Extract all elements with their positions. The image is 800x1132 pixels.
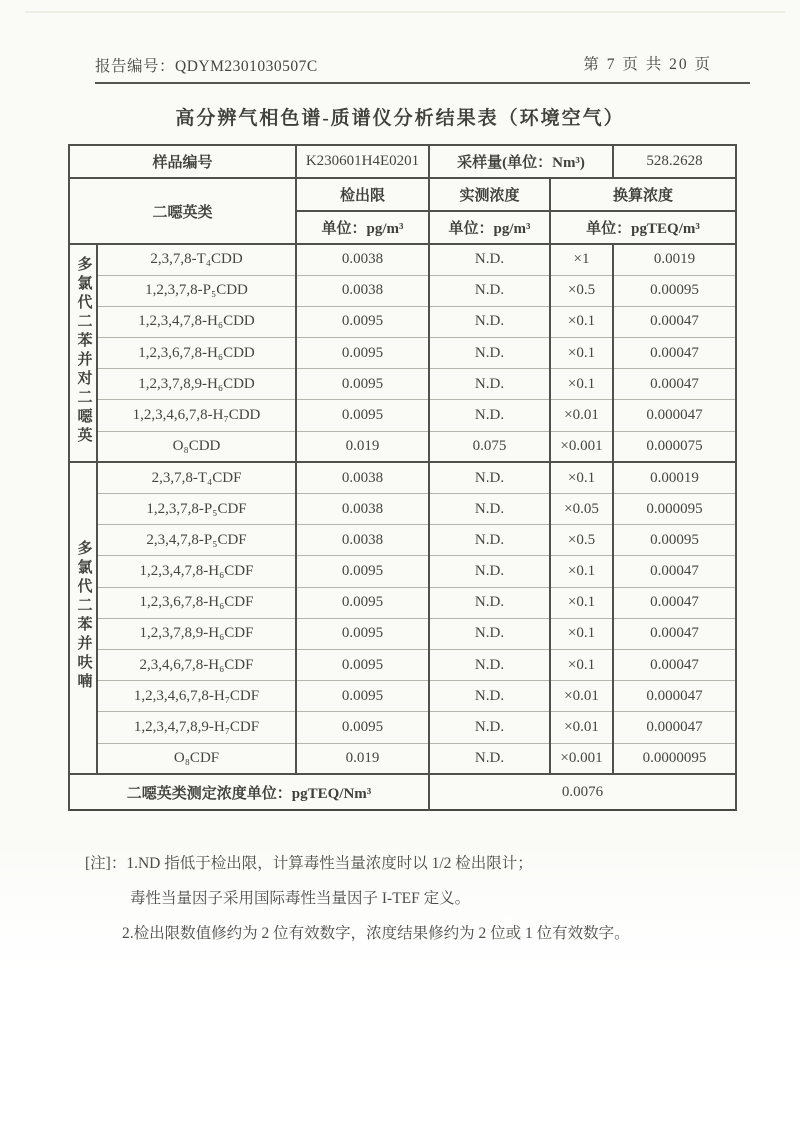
- tef-factor: ×0.1: [550, 462, 613, 493]
- compound-name: 1,2,3,7,8-P₅CDD: [97, 275, 296, 306]
- lod-value: 0.0038: [296, 275, 429, 306]
- sample-volume-label: 采样量(单位：Nm³): [429, 145, 613, 178]
- footnotes: [85, 846, 725, 951]
- teq-value: 0.0019: [613, 244, 736, 275]
- tef-factor: ×0.001: [550, 431, 613, 462]
- measured-value: N.D.: [429, 556, 550, 587]
- table-row: [69, 462, 736, 493]
- page-title: 高分辨气相色谱-质谱仪分析结果表（环境空气）: [175, 108, 625, 129]
- tef-factor: ×0.1: [550, 556, 613, 587]
- measured-value: N.D.: [429, 494, 550, 525]
- teq-value: 0.00019: [613, 462, 736, 493]
- lod-value: 0.0095: [296, 587, 429, 618]
- compound-name: 1,2,3,4,6,7,8-H₇CDD: [97, 400, 296, 431]
- lod-value: 0.0095: [296, 400, 429, 431]
- compound-name: 1,2,3,4,7,8-H₆CDD: [97, 306, 296, 337]
- table-row: [69, 244, 736, 275]
- page-indicator: 第 7 页 共 20 页: [583, 56, 712, 73]
- teq-value: 0.000047: [613, 681, 736, 712]
- table-row: [69, 743, 736, 774]
- teq-value: 0.00095: [613, 525, 736, 556]
- tef-factor: ×0.01: [550, 681, 613, 712]
- footnote-line: [注]：1.ND 指低于检出限，计算毒性当量浓度时以 1/2 检出限计；: [85, 855, 533, 872]
- tef-factor: ×0.1: [550, 649, 613, 680]
- lod-value: 0.0095: [296, 338, 429, 369]
- lod-value: 0.0095: [296, 369, 429, 400]
- teq-value: 0.000095: [613, 494, 736, 525]
- tef-factor: ×0.1: [550, 587, 613, 618]
- compound-name: 1,2,3,7,8,9-H₆CDF: [97, 618, 296, 649]
- teq-value: 0.00095: [613, 275, 736, 306]
- table-row: [69, 649, 736, 680]
- table-row: [69, 400, 736, 431]
- compound-name: 2,3,7,8-T₄CDF: [97, 462, 296, 493]
- compound-name: 1,2,3,6,7,8-H₆CDF: [97, 587, 296, 618]
- measured-value: N.D.: [429, 618, 550, 649]
- tef-factor: ×0.001: [550, 743, 613, 774]
- teq-value: 0.00047: [613, 306, 736, 337]
- lod-value: 0.0095: [296, 556, 429, 587]
- measured-value: N.D.: [429, 525, 550, 556]
- converted-unit-header: 单位：pgTEQ/m³: [550, 211, 736, 244]
- tef-factor: ×0.1: [550, 338, 613, 369]
- table-row: [69, 306, 736, 337]
- teq-value: 0.000047: [613, 400, 736, 431]
- column-header-row: [69, 178, 736, 211]
- lod-value: 0.019: [296, 743, 429, 774]
- measured-value: N.D.: [429, 244, 550, 275]
- table-row: [69, 556, 736, 587]
- compound-name: 2,3,4,7,8-P₅CDF: [97, 525, 296, 556]
- tef-factor: ×0.01: [550, 400, 613, 431]
- measured-value: N.D.: [429, 681, 550, 712]
- lod-value: 0.0038: [296, 244, 429, 275]
- group-label-cell: [69, 244, 97, 462]
- teq-value: 0.00047: [613, 556, 736, 587]
- compound-name: 1,2,3,4,6,7,8-H₇CDF: [97, 681, 296, 712]
- lod-value: 0.0038: [296, 494, 429, 525]
- sample-volume-value: 528.2628: [613, 145, 736, 178]
- tef-factor: ×0.1: [550, 618, 613, 649]
- summary-row: [69, 774, 736, 810]
- tef-factor: ×1: [550, 244, 613, 275]
- summary-label: 二噁英类测定浓度单位：pgTEQ/Nm³: [69, 774, 429, 810]
- measured-value: N.D.: [429, 462, 550, 493]
- lod-value: 0.0095: [296, 712, 429, 743]
- group-label: 多氯代二苯并呋喃: [75, 539, 92, 692]
- table-row: [69, 275, 736, 306]
- compound-name: 2,3,7,8-T₄CDD: [97, 244, 296, 275]
- lod-value: 0.019: [296, 431, 429, 462]
- footnote-line: 2.检出限数值修约为 2 位有效数字，浓度结果修约为 2 位或 1 位有效数字。: [122, 925, 630, 942]
- scan-artifact-line: [25, 11, 785, 13]
- table-row: [69, 494, 736, 525]
- table-row: [69, 431, 736, 462]
- table-row: [69, 681, 736, 712]
- report-number: [95, 54, 318, 76]
- measured-value: N.D.: [429, 400, 550, 431]
- measured-value: N.D.: [429, 306, 550, 337]
- summary-rows: [69, 774, 736, 810]
- lod-value: 0.0038: [296, 462, 429, 493]
- tef-factor: ×0.01: [550, 712, 613, 743]
- teq-value: 0.000047: [613, 712, 736, 743]
- table-row: [69, 587, 736, 618]
- sample-id-label: 样品编号: [69, 145, 296, 178]
- tef-factor: ×0.5: [550, 525, 613, 556]
- lod-column-header: 检出限: [296, 178, 429, 211]
- table-row: [69, 525, 736, 556]
- analysis-results-table: [68, 144, 737, 811]
- table-row: [69, 338, 736, 369]
- teq-value: 0.00047: [613, 649, 736, 680]
- compound-name: 1,2,3,7,8,9-H₆CDD: [97, 369, 296, 400]
- sample-id-value: K230601H4E0201: [296, 145, 429, 178]
- measured-value: N.D.: [429, 369, 550, 400]
- analyte-rows: [69, 244, 736, 774]
- table-row: [69, 712, 736, 743]
- teq-value: 0.00047: [613, 338, 736, 369]
- converted-column-header: 换算浓度: [550, 178, 736, 211]
- tef-factor: ×0.05: [550, 494, 613, 525]
- compound-name: 2,3,4,6,7,8-H₆CDF: [97, 649, 296, 680]
- measured-value: N.D.: [429, 587, 550, 618]
- measured-column-header: 实测浓度: [429, 178, 550, 211]
- compound-name: O₈CDD: [97, 431, 296, 462]
- tef-factor: ×0.1: [550, 306, 613, 337]
- lod-value: 0.0095: [296, 681, 429, 712]
- compound-name: O₈CDF: [97, 743, 296, 774]
- measured-value: 0.075: [429, 431, 550, 462]
- table-row: [69, 618, 736, 649]
- group-label-cell: [69, 462, 97, 774]
- teq-value: 0.00047: [613, 587, 736, 618]
- report-number-value: QDYM2301030507C: [175, 58, 318, 75]
- tef-factor: ×0.1: [550, 369, 613, 400]
- measured-value: N.D.: [429, 743, 550, 774]
- compound-name: 1,2,3,7,8-P₅CDF: [97, 494, 296, 525]
- lod-unit-header: 单位：pg/m³: [296, 211, 429, 244]
- lod-value: 0.0095: [296, 306, 429, 337]
- summary-value: 0.0076: [429, 774, 736, 810]
- lod-value: 0.0095: [296, 649, 429, 680]
- group-label: 多氯代二苯并对二噁英: [75, 255, 92, 446]
- lod-value: 0.0038: [296, 525, 429, 556]
- measured-value: N.D.: [429, 275, 550, 306]
- teq-value: 0.00047: [613, 618, 736, 649]
- compound-name: 1,2,3,6,7,8-H₆CDD: [97, 338, 296, 369]
- measured-value: N.D.: [429, 649, 550, 680]
- table-header-rows: [69, 145, 736, 244]
- compound-name: 1,2,3,4,7,8-H₆CDF: [97, 556, 296, 587]
- teq-value: 0.000075: [613, 431, 736, 462]
- footnote-line: 毒性当量因子采用国际毒性当量因子 I-TEF 定义。: [130, 890, 471, 907]
- teq-value: 0.0000095: [613, 743, 736, 774]
- tef-factor: ×0.5: [550, 275, 613, 306]
- report-number-label: 报告编号：: [95, 58, 176, 75]
- lod-value: 0.0095: [296, 618, 429, 649]
- measured-unit-header: 单位：pg/m³: [429, 211, 550, 244]
- table-row: [69, 369, 736, 400]
- teq-value: 0.00047: [613, 369, 736, 400]
- header-divider: [95, 82, 750, 84]
- compound-name: 1,2,3,4,7,8,9-H₇CDF: [97, 712, 296, 743]
- analyte-class-header: 二噁英类: [69, 178, 296, 244]
- measured-value: N.D.: [429, 712, 550, 743]
- sample-info-row: [69, 145, 736, 178]
- measured-value: N.D.: [429, 338, 550, 369]
